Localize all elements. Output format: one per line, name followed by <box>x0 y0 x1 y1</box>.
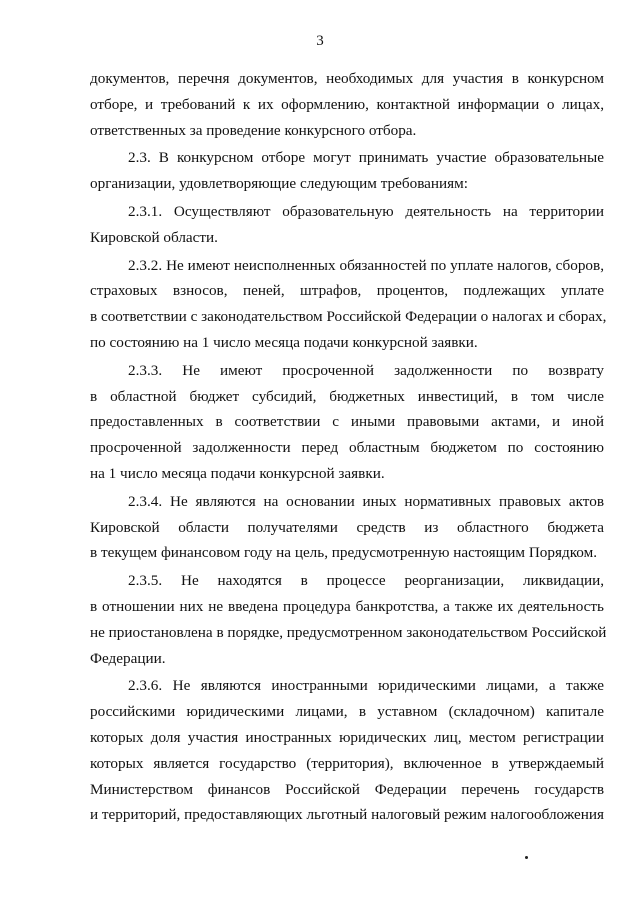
page-number: 3 <box>316 33 324 49</box>
text-line: Министерством финансов Российской Федерации перечень государств <box>90 780 604 798</box>
text-line: в текущем финансовом году на цель, предусмотренную настоящим Порядком. <box>90 544 598 562</box>
text-line: на 1 число месяца подачи конкурсной заявки. <box>90 464 385 482</box>
scan-dot <box>525 856 528 859</box>
text-line: Кировской области получателями средств из областного бюджета <box>90 518 604 536</box>
text-line: российскими юридическими лицами, в уставном (складочном) капитале <box>90 703 604 721</box>
text-line: 2.3.1. Осуществляют образовательную деятельность на территории <box>128 202 604 220</box>
text-line: просроченной задолженности перед областным бюджетом по состоянию <box>90 439 604 457</box>
text-line: организации, удовлетворяющие следующим требованиям: <box>90 175 468 193</box>
text-line: в отношении них не введена процедура банкротства, а также их деятельность <box>90 597 604 615</box>
text-line: страховых взносов, пеней, штрафов, процентов, подлежащих уплате <box>90 282 604 300</box>
text-line: которых является государство (территория), включенное в утверждаемый <box>90 754 604 772</box>
text-line: 2.3.6. Не являются иностранными юридическими лицами, а также <box>128 677 604 695</box>
text-line: ответственных за проведение конкурсного отбора. <box>90 121 417 139</box>
text-line: 2.3.2. Не имеют неисполненных обязанностей по уплате налогов, сборов, <box>128 256 604 274</box>
paragraph-2-3-3 <box>90 358 604 487</box>
paragraph-2-3-1 <box>90 199 604 251</box>
text-line: 2.3. В конкурсном отборе могут принимать участие образовательные <box>128 149 604 167</box>
text-line: не приостановлена в порядке, предусмотренном законодательством Российской <box>90 623 607 641</box>
text-line: в соответствии с законодательством Российской Федерации о налогах и сборах, <box>90 308 607 326</box>
paragraph-2-3 <box>90 145 604 197</box>
text-line: предоставленных в соответствии с иными правовыми актами, и иной <box>90 413 604 431</box>
document-body <box>90 66 607 828</box>
text-line: 2.3.4. Не являются на основании иных нормативных правовых актов <box>128 492 604 510</box>
paragraph-2-3-5 <box>90 568 607 671</box>
paragraph-2-3-2 <box>90 253 607 356</box>
text-line: 2.3.3. Не имеют просроченной задолженности по возврату <box>128 361 604 379</box>
text-line: Кировской области. <box>90 228 218 246</box>
paragraph-2-3-4 <box>90 489 604 566</box>
text-line: 2.3.5. Не находятся в процессе реорганизации, ликвидации, <box>128 572 604 590</box>
text-line: в областной бюджет субсидий, бюджетных инвестиций, в том числе <box>90 387 604 405</box>
text-line: документов, перечня документов, необходимых для участия в конкурсном <box>90 70 604 87</box>
text-line: которых доля участия иностранных юридических лиц, местом регистрации <box>90 728 604 746</box>
text-line: и территорий, предоставляющих льготный налоговый режим налогообложения <box>90 806 605 824</box>
text-line: отборе, и требований к их оформлению, контактной информации о лицах, <box>90 95 604 113</box>
text-line: Федерации. <box>90 649 166 667</box>
paragraph-2-3-6 <box>90 673 604 828</box>
text-line: по состоянию на 1 число месяца подачи конкурсной заявки. <box>90 333 478 351</box>
paragraph-continuation <box>90 66 604 143</box>
